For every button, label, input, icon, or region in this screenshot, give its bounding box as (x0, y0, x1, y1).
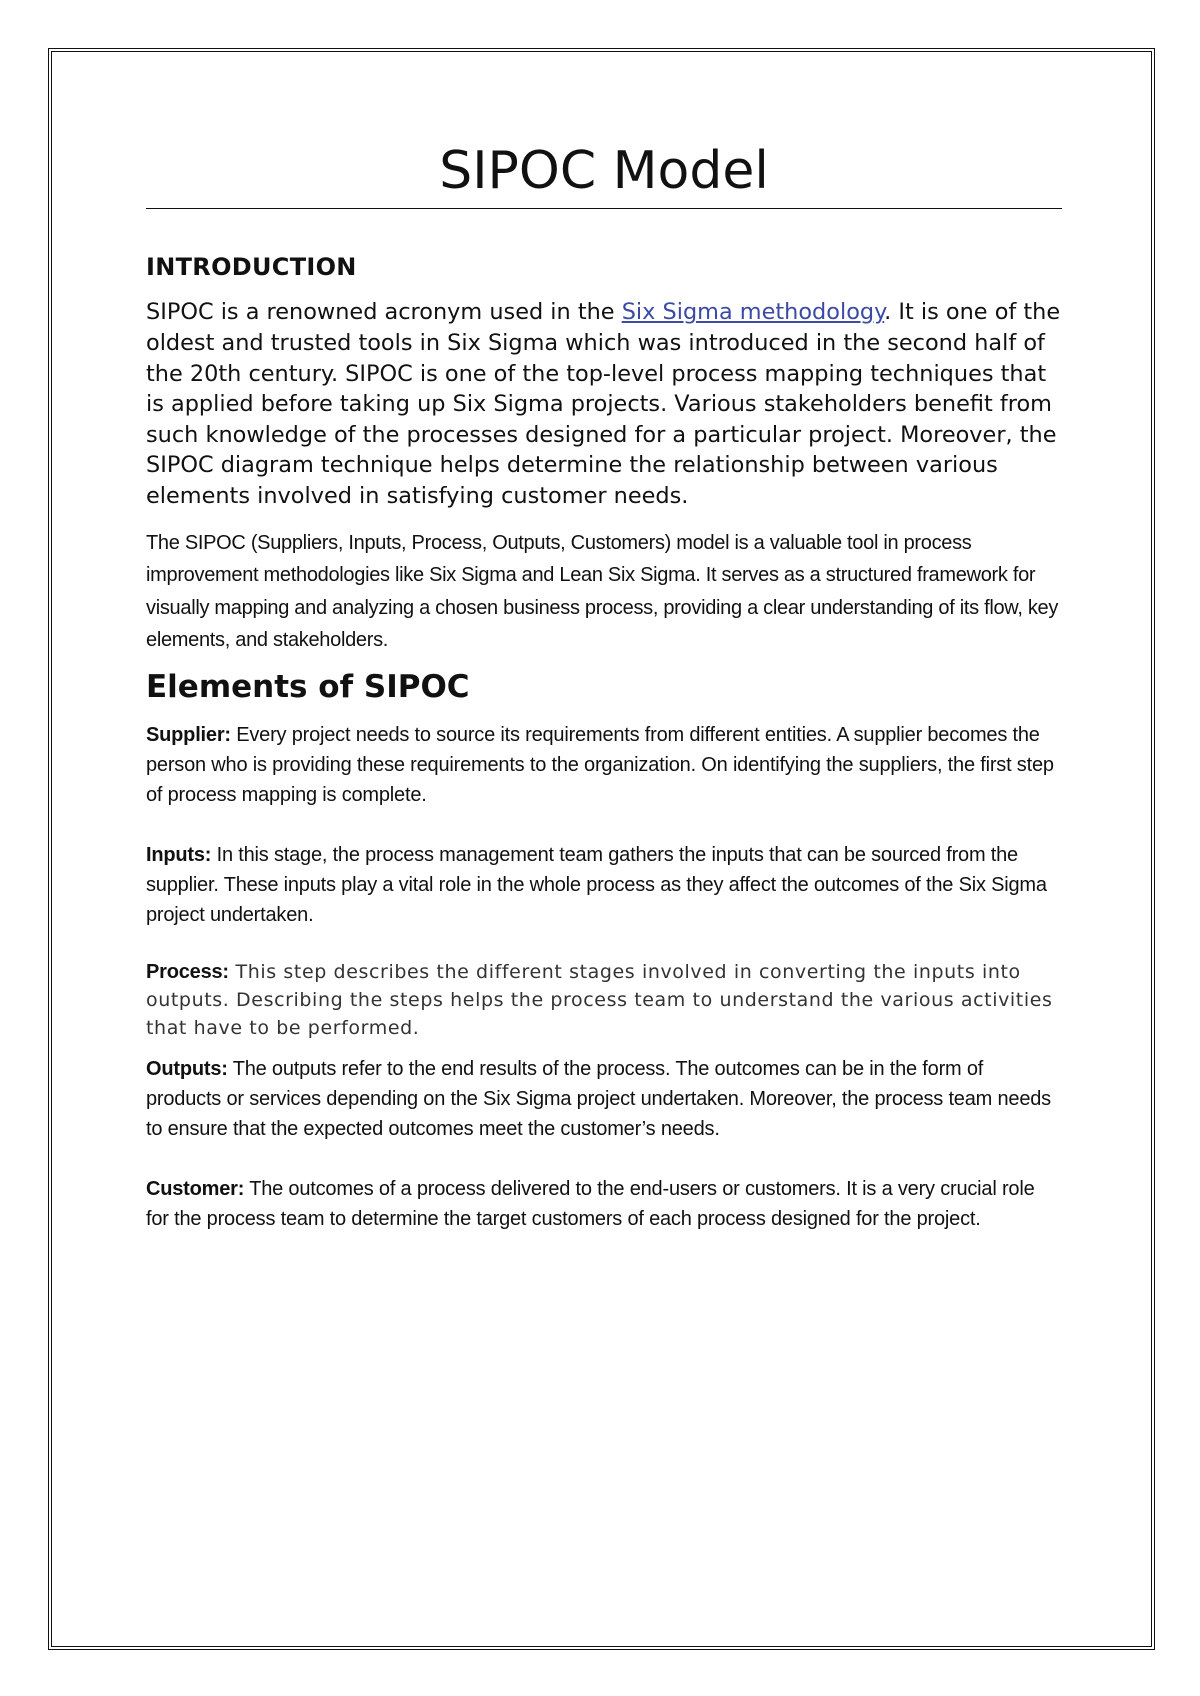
document-body (146, 140, 1062, 1234)
page-title: SIPOC Model (146, 140, 1062, 209)
element-customer (146, 1174, 1062, 1234)
six-sigma-methodology-link[interactable]: Six Sigma methodology (621, 299, 885, 326)
element-supplier (146, 720, 1062, 810)
introduction-heading: INTRODUCTION (146, 253, 357, 282)
introduction-paragraph (146, 297, 1062, 511)
element-outputs (146, 1054, 1062, 1144)
element-inputs (146, 840, 1062, 930)
element-term: Supplier: (146, 723, 231, 746)
elements-heading: Elements of SIPOC (146, 668, 470, 705)
element-description: The outputs refer to the end results of the process. The outcomes can be in the form of products or services depending on the Six Sigma project undertaken. Moreover, the process team needs to ensure that the expected outcomes meet the customer’s needs. (146, 1057, 1051, 1140)
element-description: In this stage, the process management team gathers the inputs that can be sourced from the supplier. These inputs play a vital role in the whole process as they affect the outcomes of the Six Sigma project undertaken. (146, 843, 1047, 926)
element-description: Every project needs to source its requirements from different entities. A supplier becomes the person who is providing these requirements to the organization. On identifying the suppliers, the first step of process mapping is complete. (146, 723, 1054, 806)
intro-text-after-link: . It is one of the oldest and trusted tools in Six Sigma which was introduced in the second half of the 20th century. SIPOC is one of the top-level process mapping techniques that is applied before taking up Six Sigma projects. Various stakeholders benefit from such knowledge of the processes designed for a particular project. Moreover, the SIPOC diagram technique helps determine the relationship between various elements involved in satisfying customer needs. (146, 299, 1061, 509)
element-term: Outputs: (146, 1057, 228, 1080)
element-process (146, 958, 1062, 1042)
sipoc-model-paragraph: The SIPOC (Suppliers, Inputs, Process, Outputs, Customers) model is a valuable tool in process improvement methodologies like Six Sigma and Lean Six Sigma. It serves as a structured framework for visually mapping and analyzing a chosen business process, providing a clear understanding of its flow, key elements, and stakeholders. (146, 531, 1059, 652)
element-description: The outcomes of a process delivered to the end-users or customers. It is a very crucial role for the process team to determine the target customers of each process designed for the project. (146, 1177, 1035, 1230)
element-term: Process: (146, 960, 229, 983)
element-term: Inputs: (146, 843, 212, 866)
element-term: Customer: (146, 1177, 245, 1200)
intro-text-before-link: SIPOC is a renowned acronym used in the (146, 299, 622, 326)
element-description: This step describes the different stages involved in converting the inputs into outputs. Describing the steps helps the process team to understand the various activities that have to be performed. (146, 960, 1053, 1039)
